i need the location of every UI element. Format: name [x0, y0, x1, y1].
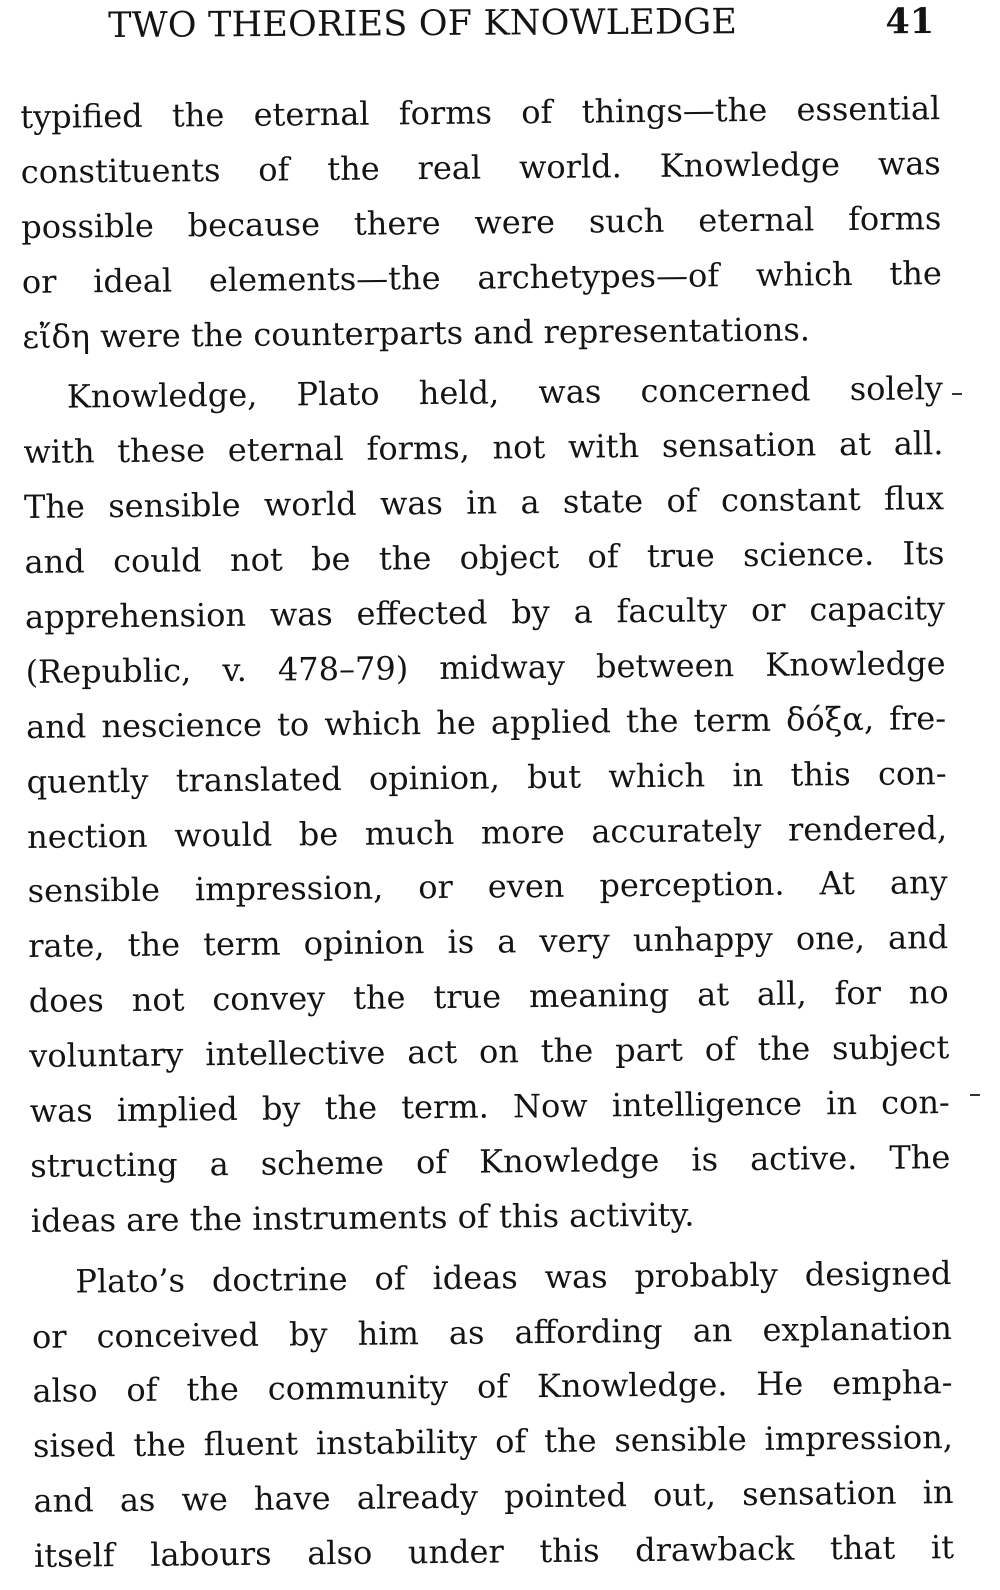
paragraph-1: [20, 81, 943, 364]
text-line: or ideal elements—the archetypes—of which the: [21, 253, 942, 301]
text-line: with these eternal forms, not with sensation at all.: [23, 424, 944, 472]
text-line: was implied by the term. Now intelligence in con-: [29, 1083, 950, 1130]
text-line: apprehension was effected by a faculty or capacity: [24, 589, 946, 636]
text-line: also of the community of Knowledge. He empha-: [32, 1363, 953, 1411]
text-line: and nescience to which he applied the term δόξα, fre-: [25, 698, 947, 746]
text-line: or conceived by him as affording an explanation: [31, 1308, 953, 1356]
text-line: εἴδη were the counterparts and representations.: [22, 309, 811, 356]
page-number: 41: [885, 0, 935, 43]
paragraph-3: [31, 1246, 954, 1584]
text-line: itself labours also under this drawback that it: [33, 1528, 955, 1576]
text-line: and as we have already pointed out, sensation in: [33, 1473, 954, 1521]
text-line: Knowledge, Plato held, was concerned solely: [66, 369, 944, 417]
text-line: does not convey the true meaning at all, for no: [28, 973, 949, 1021]
running-head: [108, 1, 938, 56]
text-line: quently translated opinion, but which in this con-: [26, 753, 947, 801]
text-line: typified the eternal forms of things—the essential: [20, 89, 941, 136]
text-line: Plato’s doctrine of ideas was probably designed: [75, 1253, 952, 1301]
text-line: sised the fluent instability of the sensible impression,: [32, 1418, 954, 1466]
text-line: ideas are the instruments of this activity.: [30, 1195, 695, 1240]
margin-mark: [970, 1094, 980, 1096]
text-line: structing a scheme of Knowledge is active. The: [30, 1138, 951, 1185]
text-line: voluntary intellective act on the part of the subject: [29, 1028, 950, 1076]
text-line: The sensible world was in a state of constant flux: [23, 479, 945, 527]
text-line: and could not be the object of true science. Its: [24, 534, 945, 582]
running-title: TWO THEORIES OF KNOWLEDGE: [108, 2, 738, 46]
body-text: [20, 81, 954, 1584]
text-line: nection would be much more accurately rendered,: [26, 808, 948, 856]
text-line: sensible impression, or even perception. At any: [27, 863, 948, 911]
paragraph-2: [23, 362, 951, 1249]
text-line: constituents of the real world. Knowledge was: [20, 144, 941, 191]
text-line: rate, the term opinion is a very unhappy one, and: [28, 918, 949, 966]
text-line: (Republic, v. 478–79) midway between Knowledge: [25, 644, 946, 691]
text-line: possible because there were such eternal forms: [21, 198, 942, 246]
margin-mark: [952, 393, 962, 395]
